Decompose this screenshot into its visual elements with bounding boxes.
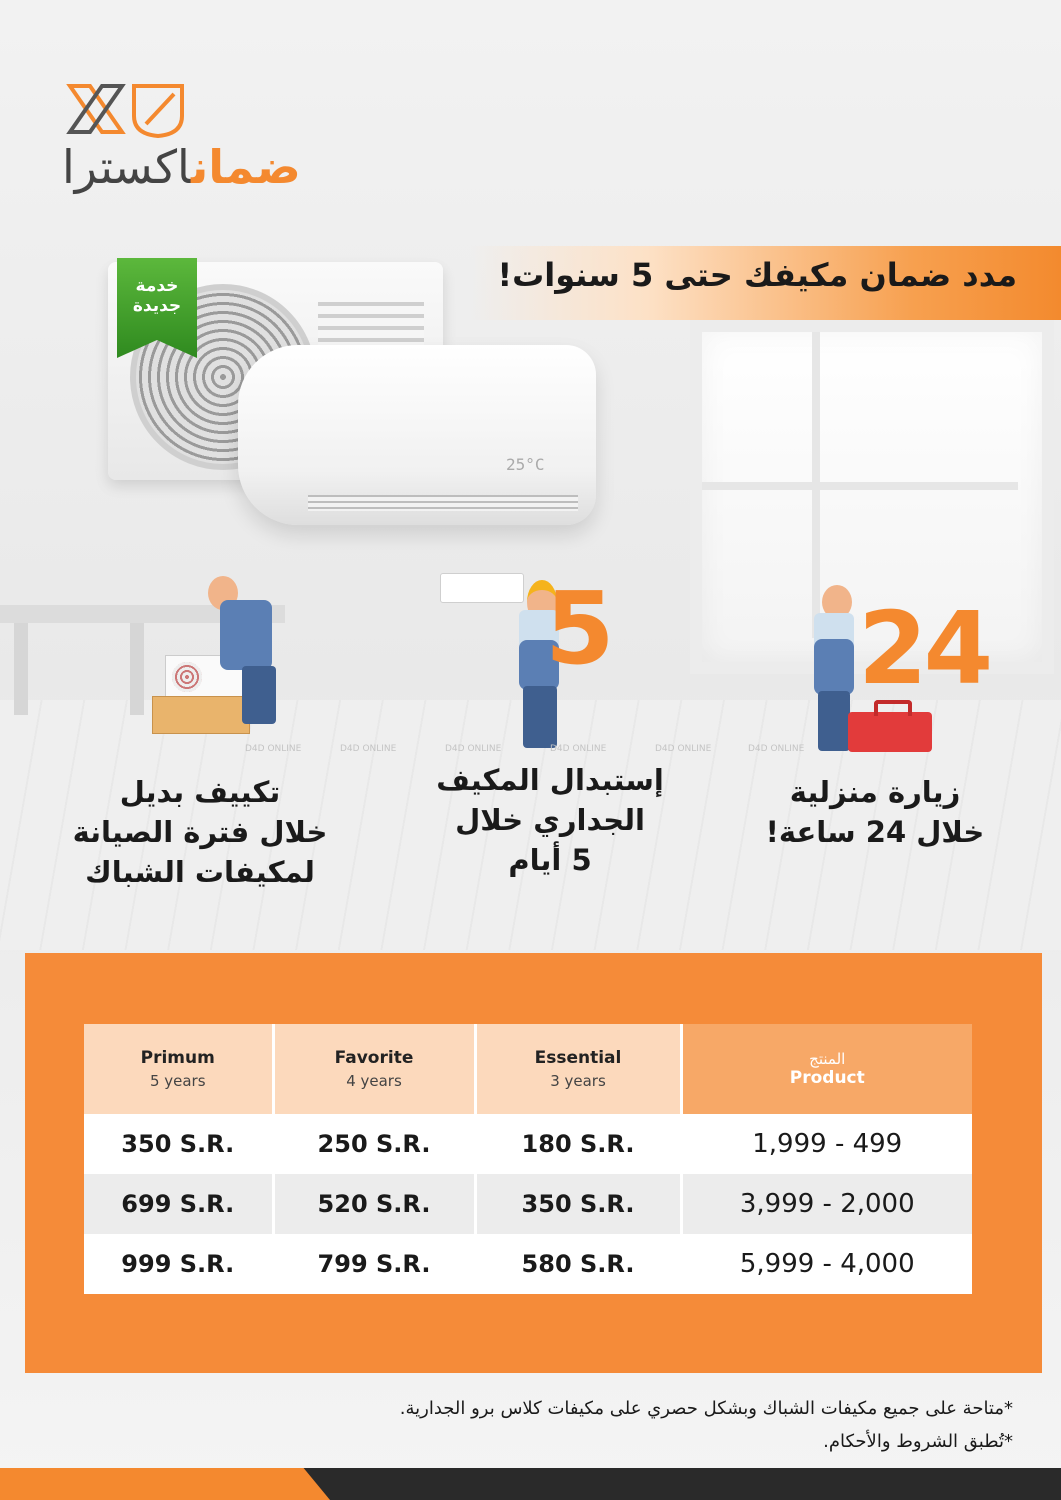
badge-line-1: خدمة [135, 276, 179, 296]
watermark: D4D ONLINE [748, 744, 805, 754]
logo-mark-icon [62, 80, 192, 140]
feature-middle-line-3: 5 أيام [508, 843, 592, 877]
ac-temperature-display: 25°C [506, 455, 545, 474]
cell-essential: 180 S.R. [475, 1114, 681, 1174]
headline-text: مدد ضمان مكيفك حتى 5 سنوات! [497, 256, 1017, 294]
header-product [681, 1024, 972, 1114]
feature-home-visit [760, 772, 990, 852]
table-header-row [84, 1024, 972, 1114]
cell-favorite: 799 S.R. [273, 1234, 475, 1294]
note-line-1: *متاحة على جميع مكيفات الشباك وبشكل حصري على مكيفات كلاس برو الجدارية. [399, 1398, 1013, 1419]
cell-price-range: 1,999 - 499 [681, 1114, 972, 1174]
note-line-2: *تُطبق الشروط والأحكام. [823, 1431, 1013, 1452]
watermark: D4D ONLINE [245, 744, 302, 754]
brand-logo [62, 80, 322, 210]
cell-price-range: 3,999 - 2,000 [681, 1174, 972, 1234]
table-row [84, 1114, 972, 1174]
indoor-ac-unit [238, 345, 596, 525]
header-product-ar: المنتج [809, 1050, 846, 1068]
header-primum-name: Primum [140, 1048, 215, 1068]
watermark: D4D ONLINE [655, 744, 712, 754]
cell-favorite: 520 S.R. [273, 1174, 475, 1234]
feature-left-line-3: لمكيفات الشباك [85, 855, 315, 889]
badge-line-2: جديدة [132, 296, 182, 316]
feature-wall-ac-swap [415, 760, 685, 880]
watermark: D4D ONLINE [340, 744, 397, 754]
brand-name-orange: ضمان [191, 140, 301, 194]
worker-legs [242, 666, 276, 724]
feature-replacement-ac [60, 772, 340, 892]
cell-essential: 580 S.R. [475, 1234, 681, 1294]
watermark: D4D ONLINE [445, 744, 502, 754]
big-number-twenty-four: 24 [858, 590, 990, 707]
new-service-badge [117, 258, 197, 358]
worker-lifting-icon [200, 576, 290, 726]
table-row [84, 1174, 972, 1234]
worker-legs [523, 686, 557, 748]
feature-right-line-1: زيارة منزلية [789, 775, 961, 809]
cell-primum: 699 S.R. [84, 1174, 273, 1234]
badge-text [117, 276, 197, 316]
header-primum-years: 5 years [149, 1072, 206, 1090]
feature-middle-line-2: الجداري خلال [455, 803, 645, 837]
footer-accent [0, 1468, 330, 1500]
feature-left-line-1: تكييف بديل [119, 775, 281, 809]
header-favorite-years: 4 years [346, 1072, 402, 1090]
header-essential-years: 3 years [550, 1072, 606, 1090]
worker-legs [818, 691, 850, 751]
header-favorite [273, 1024, 475, 1114]
table-leg [130, 623, 144, 715]
table-leg [14, 623, 28, 715]
watermark: D4D ONLINE [550, 744, 607, 754]
headline-banner [470, 246, 1061, 320]
cell-essential: 350 S.R. [475, 1174, 681, 1234]
cell-favorite: 250 S.R. [273, 1114, 475, 1174]
header-favorite-name: Favorite [334, 1048, 414, 1068]
brand-name-dark: اكسترا [62, 140, 191, 194]
feature-left-line-2: خلال فترة الصيانة [72, 815, 328, 849]
worker-body [814, 639, 854, 695]
header-essential-name: Essential [534, 1048, 622, 1068]
window-mullion [702, 482, 1018, 490]
cell-price-range: 5,999 - 4,000 [681, 1234, 972, 1294]
cell-primum: 350 S.R. [84, 1114, 273, 1174]
pricing-table [84, 1024, 972, 1294]
worker-body [220, 600, 272, 670]
header-product-en: Product [789, 1068, 865, 1088]
terms-notes [113, 1392, 1013, 1458]
footer-bar [0, 1468, 1061, 1500]
header-primum [84, 1024, 273, 1114]
feature-right-line-2: خلال 24 ساعة! [765, 815, 985, 849]
cell-primum: 999 S.R. [84, 1234, 273, 1294]
toolbox-icon [848, 712, 932, 752]
ac-vent [308, 495, 578, 511]
brand-name [62, 140, 322, 194]
header-essential [475, 1024, 681, 1114]
big-number-five: 5 [545, 570, 615, 687]
table-row [84, 1234, 972, 1294]
feature-middle-line-1: إستبدال المكيف [436, 763, 664, 797]
